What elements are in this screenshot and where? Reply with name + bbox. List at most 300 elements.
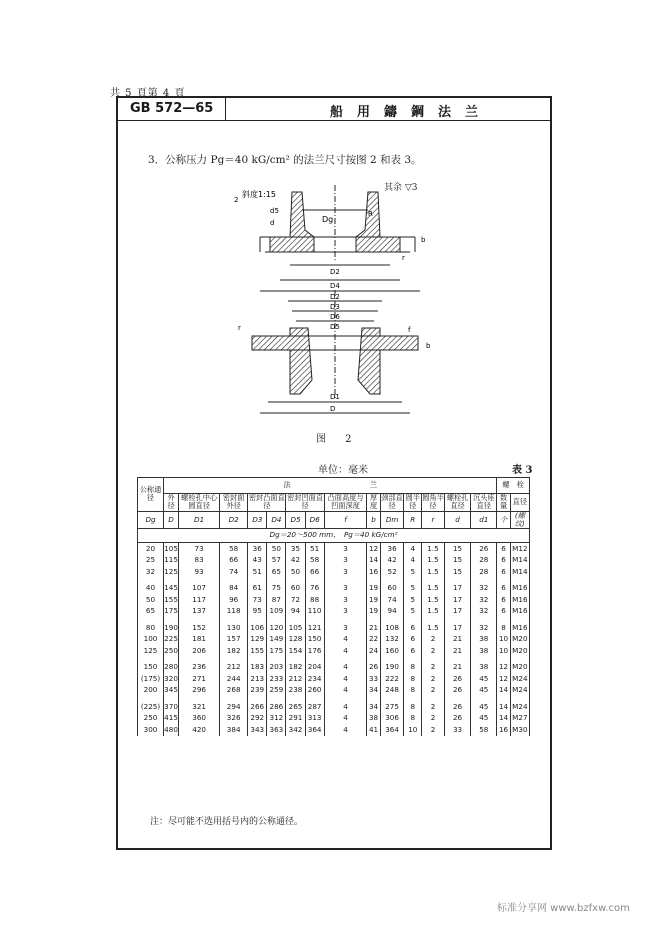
table-cell: 3 <box>324 543 367 555</box>
table-cell: 300 <box>138 724 164 736</box>
label-d: d <box>270 219 275 227</box>
column-header: 厚度 <box>367 494 380 512</box>
table-cell: 275 <box>380 701 404 713</box>
column-header: 直径 <box>510 494 529 512</box>
table-row <box>138 701 530 713</box>
clause-text: 3．公称压力 Pg＝40 kG/cm² 的法兰尺寸按图 2 和表 3。 <box>148 154 422 166</box>
table-cell: 38 <box>471 634 497 646</box>
table-cell: 94 <box>380 606 404 618</box>
table-cell: 12 <box>497 662 510 674</box>
table-cell: 268 <box>220 685 248 697</box>
table-cell: 94 <box>286 606 305 618</box>
table-row <box>138 673 530 685</box>
table-cell: 58 <box>471 724 497 736</box>
label-b-upper: b <box>421 236 426 244</box>
table-cell: 271 <box>179 673 220 685</box>
table-cell: 155 <box>164 594 178 604</box>
label-D: D <box>330 405 336 413</box>
table-cell: 45 <box>471 685 497 697</box>
table-cell: 286 <box>267 701 286 713</box>
table-cell: 45 <box>471 713 497 725</box>
table-cell: 8 <box>404 673 422 685</box>
table-cell: 26 <box>444 701 470 713</box>
table-cell: 225 <box>164 634 178 644</box>
table-cell: M16 <box>512 583 528 593</box>
table-cell: 345 <box>164 685 178 695</box>
table-cell: 3 <box>324 583 367 595</box>
table-cell: 5 <box>404 606 422 618</box>
table-cell: M30 <box>512 724 528 734</box>
label-dg: Dg <box>322 215 334 224</box>
table-cell: 36 <box>380 543 404 555</box>
standard-number: GB 572—65 <box>130 101 214 116</box>
table-cell: 4 <box>324 701 367 713</box>
table-cell: 24 <box>367 645 380 657</box>
table-cell: 115 <box>164 555 178 565</box>
table-cell: 3 <box>324 622 367 634</box>
symbol-cell: b <box>367 511 380 529</box>
table-cell: 57 <box>267 555 286 567</box>
table-cell: 38 <box>471 645 497 657</box>
table-cell: 384 <box>220 724 248 736</box>
table-cell: 280 <box>164 662 178 672</box>
table-row <box>138 634 530 646</box>
table-cell: M16 <box>512 622 528 632</box>
table-cell: M20 <box>512 634 528 644</box>
table-cell: 360 <box>179 713 220 725</box>
table-cell: 125 <box>164 566 178 576</box>
table-cell: 45 <box>471 701 497 713</box>
label-d6: D6 <box>330 313 340 321</box>
table-cell: 32 <box>471 606 497 618</box>
table-cell: 149 <box>267 634 286 646</box>
table-cell: 137 <box>179 606 220 618</box>
header-nominal-size: 公称通径 <box>138 478 164 512</box>
table-cell: 80 <box>138 622 164 634</box>
table-cell: 21 <box>444 645 470 657</box>
table-cell: 160 <box>380 645 404 657</box>
table-cell: 364 <box>305 724 324 736</box>
table-cell: 22 <box>367 634 380 646</box>
table-cell: 42 <box>286 555 305 567</box>
table-cell: 181 <box>179 634 220 646</box>
table-cell: 1.5 <box>422 583 445 595</box>
table-cell: 15 <box>444 566 470 578</box>
table-cell: 26 <box>444 685 470 697</box>
table-row <box>138 645 530 657</box>
table-cell: 1.5 <box>422 622 445 634</box>
table-cell: 239 <box>248 685 267 697</box>
upper-view <box>260 185 420 291</box>
symbol-cell: D <box>163 511 178 529</box>
table-cell: 6 <box>404 645 422 657</box>
table-cell: 16 <box>497 724 510 736</box>
table-cell: 93 <box>179 566 220 578</box>
table-cell: 74 <box>220 566 248 578</box>
table-cell: 157 <box>220 634 248 646</box>
table-cell: 287 <box>305 701 324 713</box>
table-cell: 38 <box>471 662 497 674</box>
table-cell: M14 <box>512 555 528 565</box>
symbol-cell: D1 <box>179 511 220 529</box>
table-cell: 206 <box>179 645 220 657</box>
table-cell: 265 <box>286 701 305 713</box>
table-cell: M24 <box>512 701 528 711</box>
label-num2: 2 <box>234 196 239 204</box>
table-row <box>138 566 530 578</box>
column-header: 沉头座直径 <box>471 494 497 512</box>
table-cell: 260 <box>305 685 324 697</box>
table-cell: 244 <box>220 673 248 685</box>
symbol-cell: (螺纹) <box>510 511 529 529</box>
header-flange-group: 法 兰 <box>163 478 496 494</box>
table-cell: 150 <box>305 634 324 646</box>
table-cell: 4 <box>324 634 367 646</box>
table-cell: 105 <box>164 543 178 553</box>
table-cell: 233 <box>267 673 286 685</box>
column-header: 螺栓孔中心圆直径 <box>179 494 220 512</box>
column-header: 凸面高度与凹面深度 <box>324 494 367 512</box>
table-cell: 312 <box>267 713 286 725</box>
table-cell: 96 <box>220 594 248 606</box>
table-cell: M20 <box>512 645 528 655</box>
table-cell: 50 <box>267 543 286 555</box>
table-cell: 2 <box>422 662 445 674</box>
table-cell: 5 <box>404 566 422 578</box>
column-header: 颈部直径 <box>381 493 403 511</box>
table-cell: 1.5 <box>422 543 445 555</box>
table-cell: 2 <box>422 645 445 657</box>
table-cell: 33 <box>444 724 470 736</box>
table-cell: 183 <box>248 662 267 674</box>
table-cell: 74 <box>380 594 404 606</box>
column-header: 外径 <box>163 494 178 512</box>
table-cell: 415 <box>164 713 178 723</box>
header-rule <box>118 120 550 121</box>
table-cell: 6 <box>497 543 510 555</box>
table-cell: 14 <box>497 701 510 713</box>
table-cell: 110 <box>305 606 324 618</box>
table-cell: 1.5 <box>422 594 445 606</box>
table-cell: 19 <box>367 594 380 606</box>
table-cell: 6 <box>497 606 510 618</box>
table-row <box>138 555 530 567</box>
label-r-lower: r <box>238 324 241 332</box>
symbol-cell: D5 <box>286 511 305 529</box>
table-cell: 65 <box>267 566 286 578</box>
table-cell: 3 <box>324 606 367 618</box>
table-cell: 34 <box>367 685 380 697</box>
table-cell: 8 <box>404 662 422 674</box>
table-cell: 32 <box>138 566 164 578</box>
label-r-small: r <box>402 254 405 262</box>
symbol-cell: D6 <box>305 511 324 529</box>
table-cell: M12 <box>512 543 528 553</box>
figure-caption: 图 2 <box>316 434 360 445</box>
table-cell: 100 <box>138 634 164 646</box>
table-cell: 190 <box>380 662 404 674</box>
table-cell: 343 <box>248 724 267 736</box>
table-cell: 87 <box>267 594 286 606</box>
table-cell: 60 <box>286 583 305 595</box>
watermark: 标准分享网 www.bzfxw.com <box>497 903 630 914</box>
table-cell: 26 <box>444 673 470 685</box>
table-cell: 2 <box>422 724 445 736</box>
table-cell: 1.5 <box>422 606 445 618</box>
table-cell: 15 <box>444 543 470 555</box>
table-cell: 145 <box>164 583 178 593</box>
symbol-cell: r <box>422 511 445 529</box>
table-cell: (175) <box>138 673 164 685</box>
table-cell: 34 <box>367 701 380 713</box>
table-cell: 61 <box>248 583 267 595</box>
table-cell: M16 <box>512 606 528 616</box>
table-cell: 117 <box>179 594 220 606</box>
column-header: 密封凸面直径 <box>248 493 285 511</box>
table-cell: 250 <box>164 645 178 655</box>
table-row <box>138 724 530 736</box>
table-row <box>138 662 530 674</box>
table-cell: 321 <box>179 701 220 713</box>
table-cell: 20 <box>138 543 164 555</box>
table-cell: 19 <box>367 606 380 618</box>
table-cell: 291 <box>286 713 305 725</box>
table-cell: 480 <box>164 724 178 734</box>
table-cell: 342 <box>286 724 305 736</box>
column-header: 数量 <box>497 494 510 512</box>
table-cell: 3 <box>324 555 367 567</box>
label-f: f <box>408 326 411 334</box>
table-cell: 73 <box>248 594 267 606</box>
table-cell: 2 <box>422 713 445 725</box>
table-cell: 4 <box>324 685 367 697</box>
table-cell: 4 <box>324 713 367 725</box>
table-cell: 5 <box>404 583 422 595</box>
table-cell: 2 <box>422 673 445 685</box>
table-cell: 4 <box>324 645 367 657</box>
table-cell: 2 <box>422 685 445 697</box>
table-cell: 125 <box>138 645 164 657</box>
table-cell: 320 <box>164 673 178 683</box>
table-cell: 45 <box>471 673 497 685</box>
table-row <box>138 685 530 697</box>
table-cell: 1.5 <box>422 555 445 567</box>
symbol-cell: Dg <box>138 511 164 529</box>
table-cell: 4 <box>324 662 367 674</box>
table-cell: 28 <box>471 566 497 578</box>
label-d2-lower: D2 <box>330 293 340 301</box>
symbol-cell: D4 <box>267 511 286 529</box>
table-cell: 33 <box>367 673 380 685</box>
table-cell: 32 <box>471 583 497 595</box>
table-cell: 313 <box>305 713 324 725</box>
header-bolt-group: 螺 栓 <box>497 478 530 494</box>
table-cell: 250 <box>138 713 164 725</box>
table-cell: M27 <box>512 713 528 723</box>
table-cell: 52 <box>380 566 404 578</box>
table-cell: 306 <box>380 713 404 725</box>
table-cell: 294 <box>220 701 248 713</box>
table-cell: 175 <box>267 645 286 657</box>
table-cell: 32 <box>471 622 497 634</box>
table-cell: 182 <box>286 662 305 674</box>
table-cell: 26 <box>367 662 380 674</box>
table-row <box>138 713 530 725</box>
table-cell: 5 <box>404 594 422 606</box>
table-cell: 36 <box>248 543 267 555</box>
flange-drawing <box>230 180 450 425</box>
table-cell: 190 <box>164 622 178 632</box>
table-cell: 6 <box>497 594 510 606</box>
table-cell: 363 <box>267 724 286 736</box>
table-note: 注：尽可能不选用括号内的公称通径。 <box>150 817 304 827</box>
table-cell: 248 <box>380 685 404 697</box>
table-cell: 14 <box>497 713 510 725</box>
table-cell: 238 <box>286 685 305 697</box>
table-cell: 32 <box>471 594 497 606</box>
table-cell: 14 <box>497 685 510 697</box>
table-cell: 4 <box>324 724 367 736</box>
table-cell: 84 <box>220 583 248 595</box>
table-cell: 292 <box>248 713 267 725</box>
table-cell: 50 <box>138 594 164 606</box>
table-cell: 132 <box>380 634 404 646</box>
table-cell: 35 <box>286 543 305 555</box>
column-header: 密封凹面直径 <box>287 493 324 511</box>
table-cell: 17 <box>444 622 470 634</box>
table-cell: M14 <box>512 566 528 576</box>
table-cell: 6 <box>497 583 510 595</box>
table-cell: 38 <box>367 713 380 725</box>
symbol-cell: D2 <box>220 511 248 529</box>
table-cell: 76 <box>305 583 324 595</box>
table-cell: M24 <box>512 685 528 695</box>
table-cell: 17 <box>444 606 470 618</box>
table-cell: 234 <box>305 673 324 685</box>
table-cell: 236 <box>179 662 220 674</box>
table-cell: 16 <box>367 566 380 578</box>
table-row <box>138 543 530 555</box>
table-cell: 17 <box>444 594 470 606</box>
symbol-cell: 个 <box>497 511 510 529</box>
table-cell: 28 <box>471 555 497 567</box>
table-cell: 25 <box>138 555 164 567</box>
table-cell: 2 <box>422 634 445 646</box>
table-cell: 8 <box>404 685 422 697</box>
table-cell: 109 <box>267 606 286 618</box>
condition-row: Dg＝20～500 mm， Pg＝40 kG/cm² <box>138 529 530 543</box>
symbol-cell: D3 <box>248 511 267 529</box>
table-cell: 155 <box>248 645 267 657</box>
table-cell: M20 <box>512 662 528 672</box>
table-cell: 66 <box>305 566 324 578</box>
table-cell: 58 <box>220 543 248 555</box>
table-number: 表 3 <box>512 465 533 476</box>
table-cell: 21 <box>444 662 470 674</box>
table-cell: 120 <box>267 622 286 634</box>
table-cell: 72 <box>286 594 305 606</box>
table-cell: 66 <box>220 555 248 567</box>
table-cell: 50 <box>286 566 305 578</box>
table-row <box>138 583 530 595</box>
table-cell: 43 <box>248 555 267 567</box>
table-cell: 1.5 <box>422 566 445 578</box>
table-cell: 21 <box>367 622 380 634</box>
table-cell: 128 <box>286 634 305 646</box>
symbol-cell: d1 <box>471 511 497 529</box>
table-cell: 130 <box>220 622 248 634</box>
table-cell: 73 <box>179 543 220 555</box>
table-cell: 14 <box>367 555 380 567</box>
table-cell: 10 <box>497 645 510 657</box>
table-cell: 118 <box>220 606 248 618</box>
label-d4: D4 <box>330 282 340 290</box>
page-info: 共 5 頁第 4 頁 <box>110 88 186 99</box>
table-cell: 2 <box>422 701 445 713</box>
label-d5-cap: D5 <box>330 323 340 331</box>
table-cell: 4 <box>404 555 422 567</box>
table-cell: M16 <box>512 594 528 604</box>
table-cell: 42 <box>380 555 404 567</box>
table-cell: 8 <box>404 701 422 713</box>
symbol-cell: f <box>324 511 367 529</box>
table-cell: 10 <box>497 634 510 646</box>
table-cell: 3 <box>324 566 367 578</box>
table-cell: 370 <box>164 701 178 711</box>
column-header: 螺栓孔直径 <box>444 494 470 512</box>
table-cell: 106 <box>248 622 267 634</box>
table-cell: 17 <box>444 583 470 595</box>
symbol-cell: Dm <box>380 511 404 529</box>
label-d5: d5 <box>270 207 279 215</box>
table-cell: 105 <box>286 622 305 634</box>
table-cell: 12 <box>497 673 510 685</box>
table-cell: 107 <box>179 583 220 595</box>
table-cell: 182 <box>220 645 248 657</box>
table-cell: 10 <box>404 724 422 736</box>
table-cell: 108 <box>380 622 404 634</box>
table-cell: 213 <box>248 673 267 685</box>
table-cell: 326 <box>220 713 248 725</box>
table-cell: 60 <box>380 583 404 595</box>
column-header: 密封面外径 <box>220 494 248 512</box>
table-cell: 65 <box>138 606 164 618</box>
label-b-lower: b <box>426 342 431 350</box>
table-cell: 200 <box>138 685 164 697</box>
table-cell: 21 <box>444 634 470 646</box>
table-cell: 212 <box>286 673 305 685</box>
column-header: 圆半径 <box>405 493 420 511</box>
table-cell: 4 <box>324 673 367 685</box>
table-cell: 51 <box>248 566 267 578</box>
table-cell: 259 <box>267 685 286 697</box>
table-cell: 121 <box>305 622 324 634</box>
table-cell: 204 <box>305 662 324 674</box>
table-cell: 6 <box>404 634 422 646</box>
document-title: 船用鑄鋼法兰 <box>330 105 493 120</box>
table-cell: 364 <box>380 724 404 736</box>
table-cell: 154 <box>286 645 305 657</box>
table-cell: 212 <box>220 662 248 674</box>
table-cell: 51 <box>305 543 324 555</box>
table-row <box>138 594 530 606</box>
table-cell: 83 <box>179 555 220 567</box>
table-cell: (225) <box>138 701 164 713</box>
table-cell: 26 <box>471 543 497 555</box>
table-cell: 176 <box>305 645 324 657</box>
symbol-cell: d <box>444 511 470 529</box>
label-slope: 斜度1:15 <box>242 190 276 199</box>
